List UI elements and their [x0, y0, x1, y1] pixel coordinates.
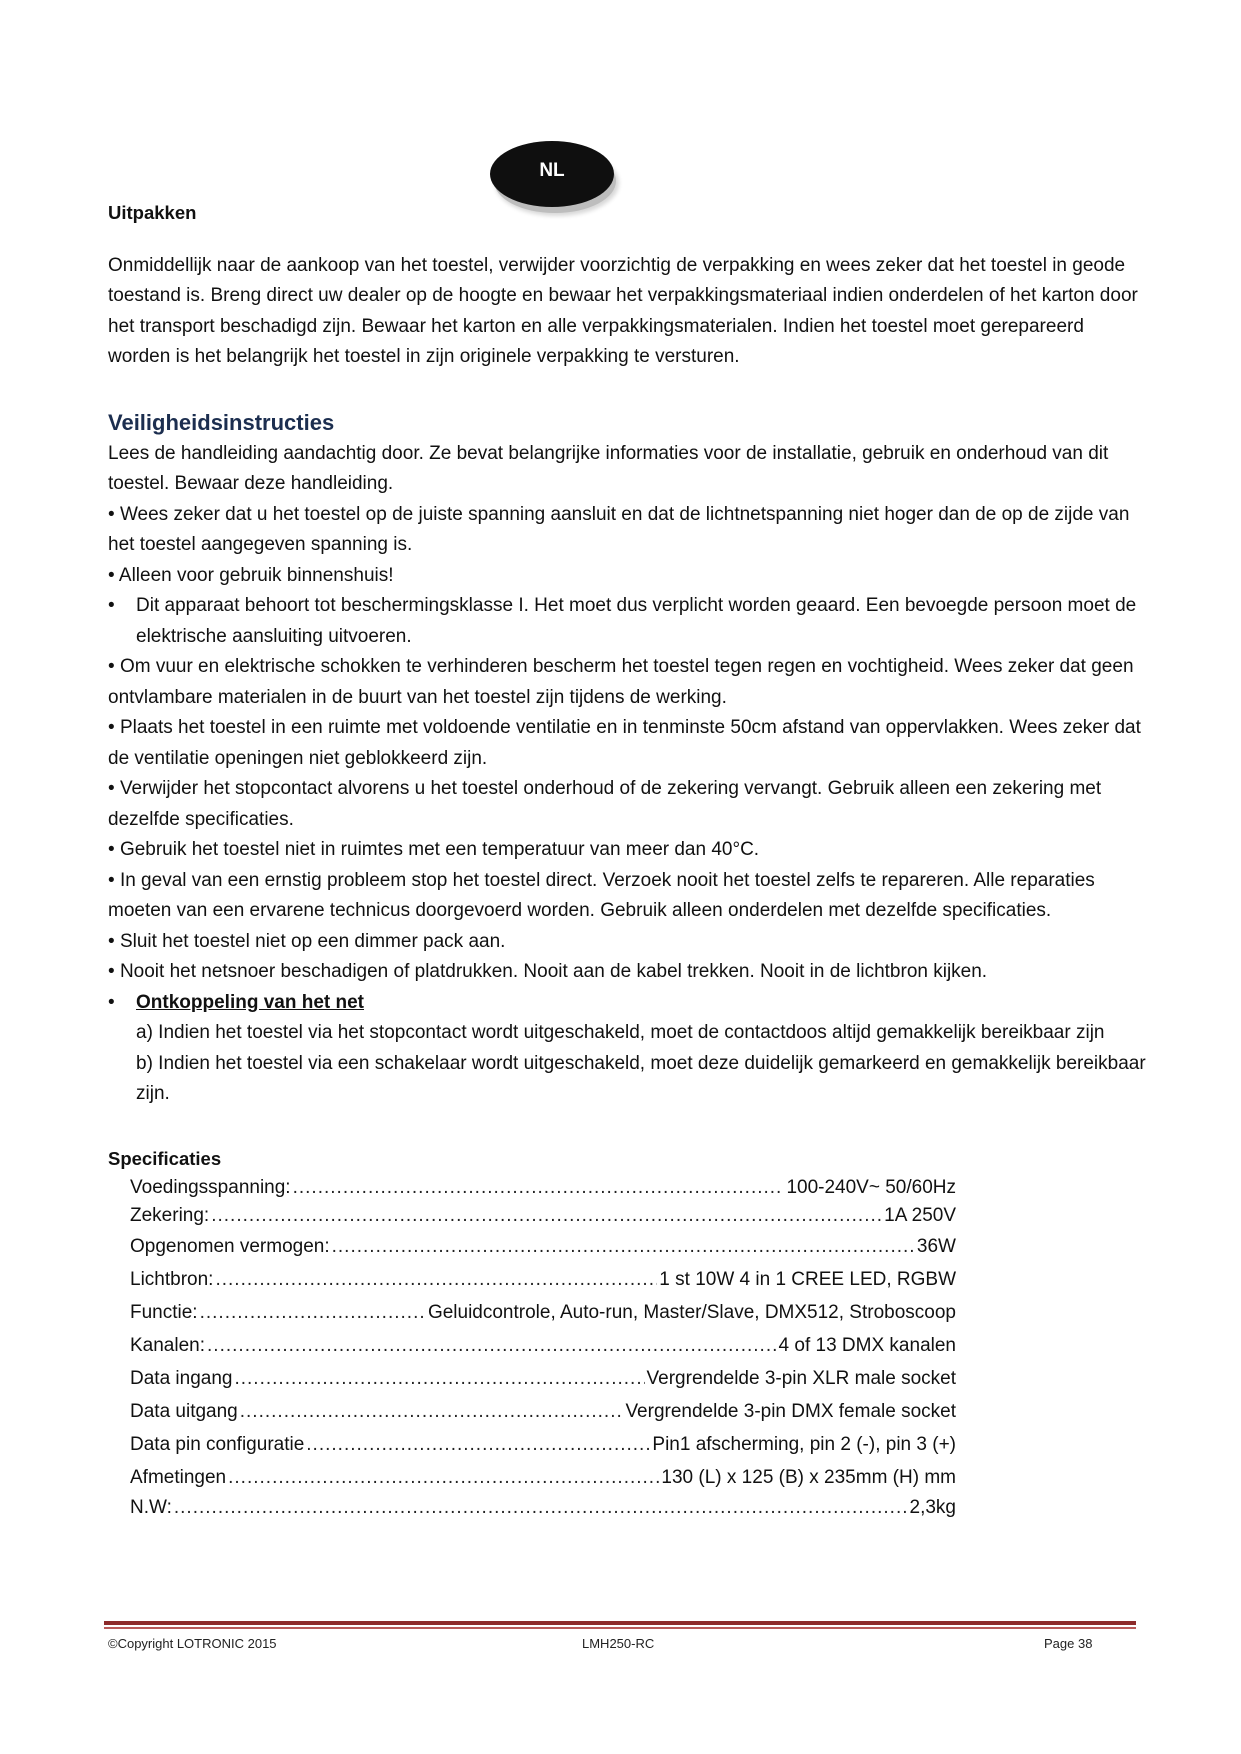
safety-bullet: • Sluit het toestel niet op een dimmer pack aan.	[108, 930, 506, 952]
footer-copyright: ©Copyright LOTRONIC 2015	[108, 1636, 277, 1651]
safety-bullet: • Dit apparaat behoort tot beschermingsklasse I. Het moet dus verplicht worden geaard. Een bevoegde persoon moet de elektrische aansluiting uitvoeren.	[108, 595, 1137, 647]
safety-bullet: • Wees zeker dat u het toestel op de juiste spanning aansluit en dat de lichtnetspanning niet hoger dan de op de zijde van het toestel aangegeven spanning is.	[108, 503, 1130, 555]
disconnect-option-a: a) Indien het toestel via het stopcontact wordt uitgeschakeld, moet de contactdoos altijd gemakkelijk bereikbaar zijn	[136, 1022, 1105, 1043]
spec-row: Functie: ..... Geluidcontrole, Auto-run, Master/Slave, DMX512, Stroboscoop	[130, 1296, 956, 1329]
spec-row: Zekering: ..... 1A 250V	[130, 1202, 956, 1230]
footer-divider	[104, 1621, 1136, 1625]
safety-bullet: • Om vuur en elektrische schokken te verhinderen bescherm het toestel tegen regen en vochtigheid. Wees zeker dat geen ontvlambare materialen in de buurt van het toestel zijn tijdens de werking.	[108, 656, 1134, 708]
safety-bullet: • Gebruik het toestel niet in ruimtes met een temperatuur van meer dan 40°C.	[108, 839, 760, 860]
spec-row: Data uitgang ..... Vergrendelde 3-pin DMX female socket	[130, 1395, 956, 1428]
spec-row: Voedingsspanning: ..... 100-240V~ 50/60Hz	[130, 1174, 956, 1202]
spec-row: Kanalen: ..... 4 of 13 DMX kanalen	[130, 1329, 956, 1362]
specs-table	[130, 1174, 956, 1522]
footer-page-number: Page 38	[1044, 1636, 1093, 1651]
safety-heading: Veiligheidsinstructies	[108, 409, 335, 435]
spec-row: Opgenomen vermogen: ..... 36W	[130, 1230, 956, 1263]
safety-intro: Lees de handleiding aandachtig door. Ze bevat belangrijke informaties voor de installatie, gebruik en onderhoud van dit toestel. Bewaar deze handleiding.	[108, 442, 1109, 494]
unpack-heading: Uitpakken	[108, 202, 197, 223]
page-content	[108, 198, 1148, 1522]
spec-row: Data ingang ..... Vergrendelde 3-pin XLR male socket	[130, 1362, 956, 1395]
disconnect-heading: • Ontkoppeling van het net	[108, 991, 365, 1013]
language-badge: NL	[490, 141, 614, 207]
safety-bullet: • Verwijder het stopcontact alvorens u het toestel onderhoud of de zekering vervangt. Gebruik alleen een zekering met dezelfde specificaties.	[108, 778, 1102, 830]
spec-row: N.W: ..... 2,3kg	[130, 1494, 956, 1522]
specs-heading: Specificaties	[108, 1147, 222, 1169]
safety-bullet: • In geval van een ernstig probleem stop het toestel direct. Verzoek nooit het toestel zelfs te repareren. Alle reparaties moeten van een ervarene technicus doorgevoerd worden. Gebruik alleen onderdelen met dezelfde specificaties.	[108, 869, 1095, 921]
safety-bullet: • Plaats het toestel in een ruimte met voldoende ventilatie en in tenminste 50cm afstand van oppervlakken. Wees zeker dat de ventilatie openingen niet geblokkeerd zijn.	[108, 717, 1141, 769]
footer-model: LMH250-RC	[582, 1636, 655, 1651]
disconnect-option-b: b) Indien het toestel via een schakelaar wordt uitgeschakeld, moet deze duidelijk gemarkeerd en gemakkelijk bereikbaar zijn.	[136, 1052, 1146, 1104]
spec-row: Data pin configuratie ..... Pin1 afscherming, pin 2 (-), pin 3 (+)	[130, 1428, 956, 1461]
footer-divider-thin	[104, 1627, 1136, 1629]
spec-row: Afmetingen ..... 130 (L) x 125 (B) x 235mm (H) mm	[130, 1461, 956, 1494]
safety-bullet: • Alleen voor gebruik binnenshuis!	[108, 564, 394, 586]
spec-row: Lichtbron: ..... 1 st 10W 4 in 1 CREE LED, RGBW	[130, 1263, 956, 1296]
safety-bullet: • Nooit het netsnoer beschadigen of platdrukken. Nooit aan de kabel trekken. Nooit in de lichtbron kijken.	[108, 961, 988, 982]
unpack-paragraph: Onmiddellijk naar de aankoop van het toestel, verwijder voorzichtig de verpakking en wees zeker dat het toestel in geode toestand is. Breng direct uw dealer op de hoogte en bewaar het verpakkingsmateriaal indien onderdelen of het karton door het transport beschadigd zijn. Bewaar het karton en alle verpakkingsmaterialen. Indien het toestel moet gerepareerd worden is het belangrijk het toestel in zijn originele verpakking te versturen.	[108, 254, 1138, 367]
